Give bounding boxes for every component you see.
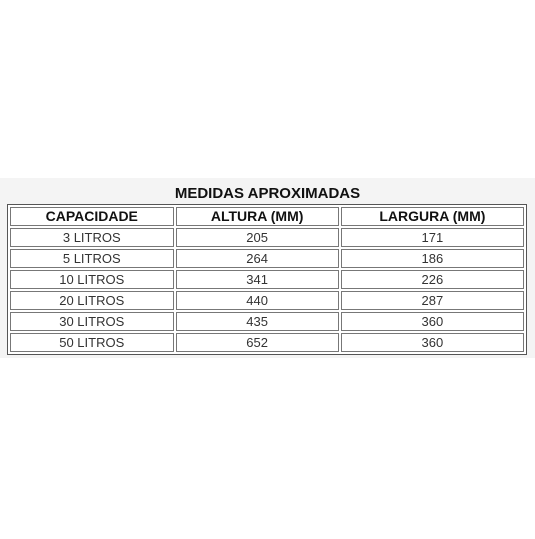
table-row <box>10 291 524 310</box>
header-altura: ALTURA (MM) <box>176 207 339 226</box>
table-row <box>10 333 524 352</box>
cell-capacidade: 10 LITROS <box>10 270 174 289</box>
cell-capacidade: 20 LITROS <box>10 291 174 310</box>
table-row <box>10 312 524 331</box>
cell-largura: 360 <box>341 312 524 331</box>
cell-capacidade: 30 LITROS <box>10 312 174 331</box>
table-row <box>10 270 524 289</box>
table-caption: MEDIDAS APROXIMADAS <box>174 185 361 202</box>
cell-altura: 440 <box>176 291 339 310</box>
cell-largura: 171 <box>341 228 524 247</box>
cell-capacidade: 5 LITROS <box>10 249 174 268</box>
cell-altura: 264 <box>176 249 339 268</box>
cell-largura: 186 <box>341 249 524 268</box>
cell-largura: 226 <box>341 270 524 289</box>
cell-altura: 435 <box>176 312 339 331</box>
cell-altura: 205 <box>176 228 339 247</box>
table-row <box>10 228 524 247</box>
table-row <box>10 249 524 268</box>
cell-largura: 287 <box>341 291 524 310</box>
header-capacidade: CAPACIDADE <box>10 207 174 226</box>
header-largura: LARGURA (MM) <box>341 207 524 226</box>
measurements-table <box>7 204 527 355</box>
cell-capacidade: 3 LITROS <box>10 228 174 247</box>
cell-largura: 360 <box>341 333 524 352</box>
table-header-row <box>10 207 524 226</box>
cell-altura: 341 <box>176 270 339 289</box>
cell-capacidade: 50 LITROS <box>10 333 174 352</box>
cell-altura: 652 <box>176 333 339 352</box>
